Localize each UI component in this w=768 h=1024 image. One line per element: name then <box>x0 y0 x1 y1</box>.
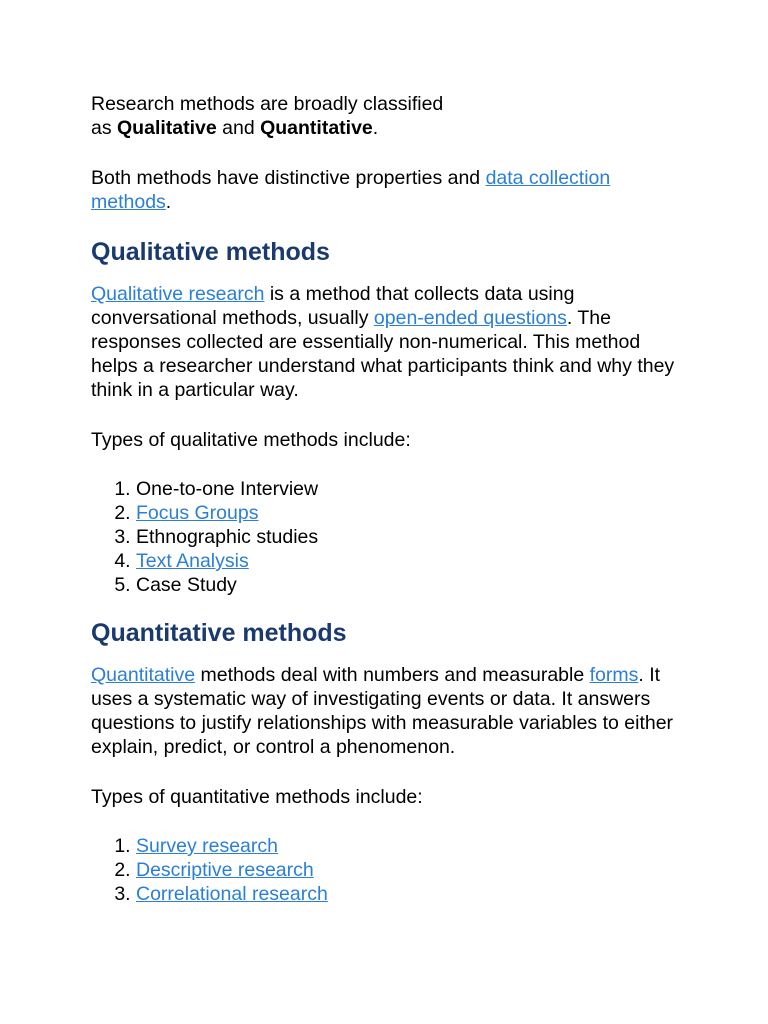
quantitative-text2: . It uses a systematic way of investigating events or data. It answers questions to justify relationships with measurable variables to either explain, predict, or control a phenomenon. <box>91 664 674 758</box>
intro-and: and <box>216 117 261 139</box>
intro-period: . <box>372 117 379 139</box>
quantitative-paragraph <box>91 663 691 759</box>
correlational-research-link[interactable]: Correlational research <box>136 883 328 905</box>
qualitative-list-intro: Types of qualitative methods include: <box>91 429 411 451</box>
list-item <box>136 834 691 858</box>
qualitative-research-link[interactable]: Qualitative research <box>91 283 265 305</box>
intro-prefix: as <box>91 117 118 139</box>
intro2-suffix: . <box>165 191 172 213</box>
focus-groups-link[interactable]: Focus Groups <box>136 502 259 524</box>
qualitative-text1: is a method that collects data using conversational methods, usually <box>91 283 575 329</box>
document-body <box>91 92 691 926</box>
quantitative-methods-list <box>91 834 691 906</box>
open-ended-questions-link[interactable]: open-ended questions <box>373 307 567 329</box>
descriptive-research-link[interactable]: Descriptive research <box>136 859 314 881</box>
intro-line1: Research methods are broadly classified <box>91 93 444 115</box>
qualitative-heading: Qualitative methods <box>91 238 330 266</box>
quantitative-link[interactable]: Quantitative <box>91 664 196 686</box>
qualitative-paragraph <box>91 282 691 402</box>
list-item-text: Ethnographic studies <box>136 526 319 548</box>
text-analysis-link[interactable]: Text Analysis <box>136 550 249 572</box>
qualitative-bold: Qualitative <box>117 117 217 139</box>
intro2-prefix: Both methods have distinctive properties and <box>91 167 486 189</box>
intro2-paragraph <box>91 166 691 214</box>
survey-research-link[interactable]: Survey research <box>136 835 278 857</box>
list-item <box>136 573 691 597</box>
forms-link[interactable]: forms <box>589 664 639 686</box>
quantitative-list-intro: Types of quantitative methods include: <box>91 786 423 808</box>
list-item-text: Case Study <box>136 574 237 596</box>
quantitative-text1: methods deal with numbers and measurable <box>195 664 590 686</box>
quantitative-bold: Quantitative <box>260 117 373 139</box>
list-item <box>136 549 691 573</box>
list-item-text: One-to-one Interview <box>136 478 319 500</box>
intro-paragraph <box>91 92 691 140</box>
list-item <box>136 525 691 549</box>
list-item <box>136 477 691 501</box>
list-item <box>136 882 691 906</box>
quantitative-heading: Quantitative methods <box>91 619 347 647</box>
qualitative-text2: . The responses collected are essentially non-numerical. This method helps a researcher understand what participants think and why they think in a particular way. <box>91 307 675 401</box>
data-collection-link[interactable]: data collection methods <box>91 167 611 213</box>
list-item <box>136 858 691 882</box>
qualitative-methods-list <box>91 477 691 597</box>
list-item <box>136 501 691 525</box>
